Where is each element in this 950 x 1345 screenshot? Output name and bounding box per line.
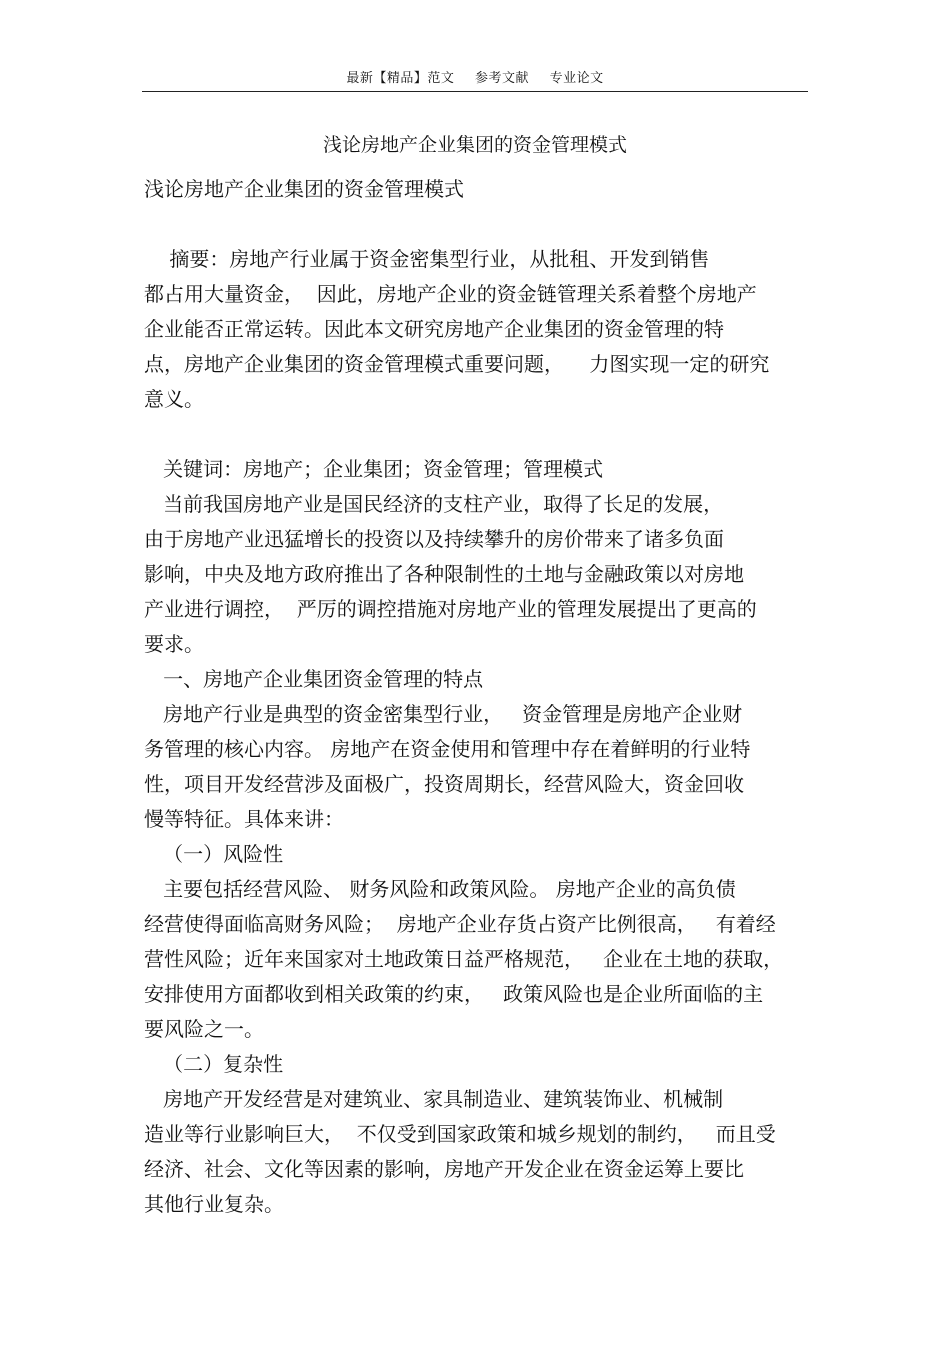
document-body	[144, 172, 806, 1222]
abstract-line: 企业能否正常运转。因此本文研究房地产企业集团的资金管理的特	[144, 317, 724, 341]
abstract-line: 都占用大量资金， 因此，房地产企业的资金链管理关系着整个房地产	[144, 282, 757, 306]
header-divider	[142, 91, 808, 92]
body-line: 经济、社会、文化等因素的影响，房地产开发企业在资金运筹上要比	[144, 1157, 744, 1181]
body-line: 房地产行业是典型的资金密集型行业， 资金管理是房地产企业财	[144, 702, 743, 726]
header-item-references: 参考文献	[474, 71, 529, 86]
section-heading: 一、房地产企业集团资金管理的特点	[144, 667, 484, 691]
body-line: 性，项目开发经营涉及面极广，投资周期长，经营风险大，资金回收	[144, 772, 744, 796]
page-header	[142, 67, 808, 86]
header-item-latest: 最新【精品】范文	[346, 71, 455, 86]
header-item-papers: 专业论文	[549, 71, 604, 86]
body-line: 要风险之一。	[144, 1017, 264, 1041]
subsection-heading: （二）复杂性	[144, 1052, 284, 1076]
body-line	[144, 417, 806, 452]
keywords-line: 关键词：房地产；企业集团；资金管理；管理模式	[144, 457, 604, 481]
body-line: 产业进行调控， 严厉的调控措施对房地产业的管理发展提出了更高的	[144, 597, 757, 621]
body-line: 当前我国房地产业是国民经济的支柱产业，取得了长足的发展，	[144, 492, 724, 516]
body-line: 营性风险；近年来国家对土地政策日益严格规范， 企业在土地的获取，	[144, 947, 784, 971]
subsection-heading: （一）风险性	[144, 842, 284, 866]
body-line: 安排使用方面都收到相关政策的约束， 政策风险也是企业所面临的主	[144, 982, 764, 1006]
body-line: 主要包括经营风险、 财务风险和政策风险。 房地产企业的高负债	[144, 877, 736, 901]
abstract-line: 意义。	[144, 387, 204, 411]
document-title: 浅论房地产企业集团的资金管理模式	[322, 134, 627, 156]
body-line: 影响，中央及地方政府推出了各种限制性的土地与金融政策以对房地	[144, 562, 744, 586]
body-line: 房地产开发经营是对建筑业、家具制造业、建筑装饰业、机械制	[144, 1087, 724, 1111]
body-line: 慢等特征。具体来讲：	[144, 807, 344, 831]
abstract-line: 点，房地产企业集团的资金管理模式重要问题， 力图实现一定的研究	[144, 352, 770, 376]
body-line: 务管理的核心内容。 房地产在资金使用和管理中存在着鲜明的行业特	[144, 737, 751, 761]
abstract-line: 摘要：房地产行业属于资金密集型行业，从批租、开发到销售	[144, 247, 710, 271]
body-line	[144, 207, 806, 242]
body-line: 经营使得面临高财务风险； 房地产企业存货占资产比例很高， 有着经	[144, 912, 776, 936]
body-line: 要求。	[144, 632, 204, 656]
document-subtitle: 浅论房地产企业集团的资金管理模式	[144, 177, 464, 201]
body-line: 由于房地产业迅猛增长的投资以及持续攀升的房价带来了诸多负面	[144, 527, 724, 551]
body-line: 其他行业复杂。	[144, 1192, 284, 1216]
body-line: 造业等行业影响巨大， 不仅受到国家政策和城乡规划的制约， 而且受	[144, 1122, 776, 1146]
